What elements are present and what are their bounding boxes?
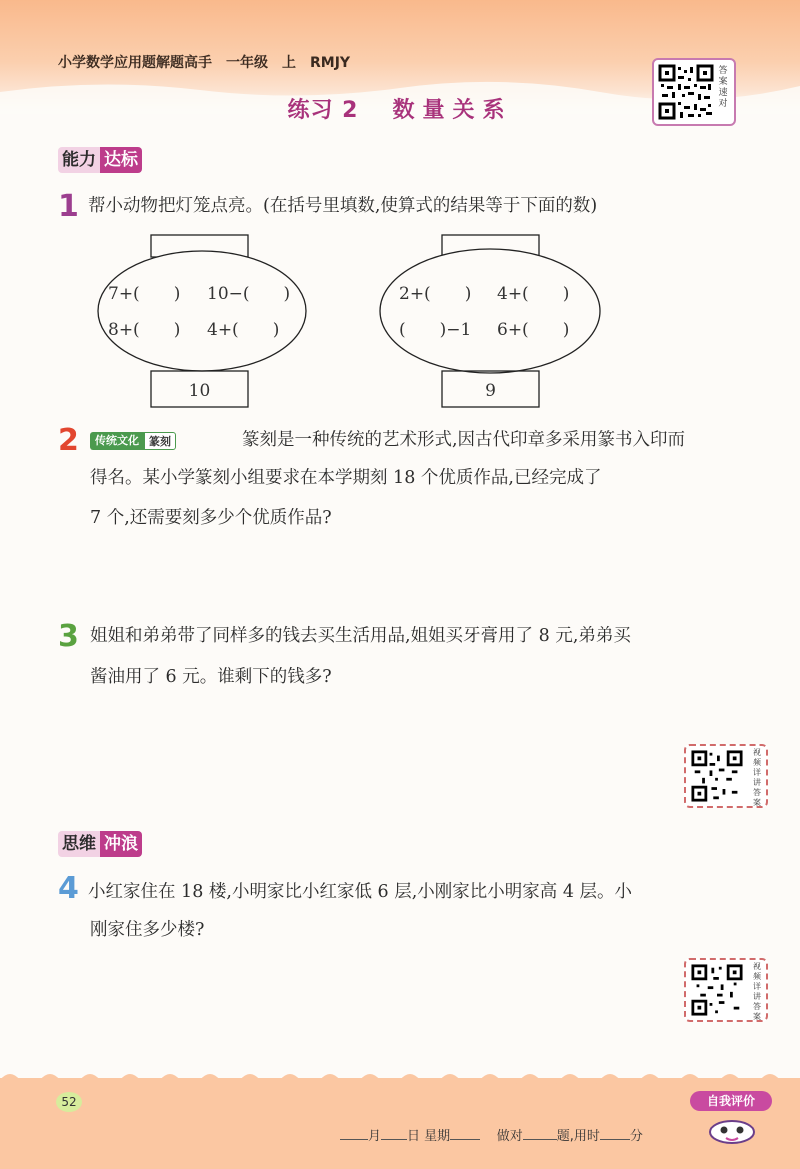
minutes-label: 分 — [629, 1129, 643, 1144]
qr-label-char: 频 — [753, 758, 761, 767]
exercise-topic: 数量关系 — [392, 98, 513, 123]
time-blank[interactable] — [600, 1125, 630, 1140]
qr-label-char: 讲 — [753, 992, 761, 1001]
question-4-line-2: 刚家住多少楼? — [90, 920, 205, 940]
correct-blank[interactable] — [523, 1125, 557, 1140]
question-2-line-3: 7 个,还需要刻多少个优质作品? — [90, 508, 332, 528]
day-label: 日 — [407, 1129, 421, 1144]
footer-wave — [0, 1064, 800, 1094]
qr-label-char: 速 — [718, 88, 728, 98]
qr-label-char: 案 — [753, 1012, 761, 1021]
page-number: 52 — [56, 1092, 82, 1112]
question-2-line-2: 得名。某小学篆刻小组要求在本学期刻 18 个优质作品,已经完成了 — [90, 468, 602, 488]
qr-label-char: 讲 — [753, 778, 761, 787]
month-label: 月 — [368, 1129, 382, 1144]
lantern-1-expr-4: 4+( ) — [207, 320, 280, 340]
lantern-2-expr-3: ( )−1 — [399, 320, 472, 340]
qr-answer-card[interactable] — [652, 58, 736, 126]
qr-label-char: 案 — [718, 77, 728, 87]
lantern-2-target: 9 — [485, 381, 496, 401]
lantern-1-expr-3: 8+( ) — [108, 320, 181, 340]
lantern-2-expr-2: 4+( ) — [497, 284, 570, 304]
question-3-line-1: 姐姐和弟弟带了同样多的钱去买生活用品,姐姐买牙膏用了 8 元,弟弟买 — [90, 626, 631, 646]
qr-label-char: 视 — [753, 748, 761, 757]
qr-label-char: 详 — [753, 982, 761, 991]
culture-tag-left: 传统文化 — [90, 432, 144, 450]
question-3-line-2: 酱油用了 6 元。谁剩下的钱多? — [90, 667, 332, 687]
day-blank[interactable] — [381, 1125, 407, 1140]
mascot-icon — [706, 1114, 758, 1144]
qr-label-char: 答 — [753, 1002, 761, 1011]
section-label-a: 能力 — [58, 147, 100, 173]
section-label-b: 冲浪 — [100, 831, 142, 857]
qr-label-char: 视 — [753, 962, 761, 971]
week-label: 星期 — [424, 1129, 451, 1144]
question-number-2: 2 — [58, 423, 79, 458]
qr-label-char: 答 — [753, 788, 761, 797]
qr-video-card-2[interactable] — [684, 958, 768, 1022]
qr-video-card-1[interactable] — [684, 744, 768, 808]
qr-label-char: 对 — [718, 99, 728, 109]
section-label-b: 达标 — [100, 147, 142, 173]
question-4-line-1: 小红家住在 18 楼,小明家比小红家低 6 层,小刚家比小明家高 4 层。小 — [88, 882, 633, 902]
lantern-1-body — [98, 251, 306, 371]
qr-code-icon — [691, 964, 743, 1016]
lantern-1-expr-1: 7+( ) — [108, 284, 181, 304]
qr-label-char: 详 — [753, 768, 761, 777]
section-ability — [58, 147, 142, 173]
book-title: 小学数学应用题解题高手 一年级 上 RMJY — [58, 55, 351, 71]
lantern-2-expr-1: 2+( ) — [399, 284, 472, 304]
week-blank[interactable] — [450, 1125, 480, 1140]
lantern-1-expr-2: 10−( ) — [207, 284, 291, 304]
question-2-line-1: 篆刻是一种传统的艺术形式,因古代印章多采用篆书入印而 — [242, 430, 686, 450]
self-eval-label: 自我评价 — [690, 1091, 772, 1111]
lantern-2-body — [380, 249, 600, 373]
qr-label-char: 案 — [753, 798, 761, 807]
lantern-1-target: 10 — [188, 381, 211, 401]
exercise-number: 练习 2 — [287, 98, 359, 123]
qr-label-char: 答 — [718, 66, 728, 76]
correct-label: 做对 — [496, 1129, 523, 1144]
footer-date-line — [340, 1125, 643, 1144]
qr-code-icon — [658, 64, 714, 120]
question-number-3: 3 — [58, 619, 79, 654]
question-number-1: 1 — [58, 189, 79, 224]
section-label-a: 思维 — [58, 831, 100, 857]
qr-code-icon — [691, 750, 743, 802]
question-1-text: 帮小动物把灯笼点亮。(在括号里填数,使算式的结果等于下面的数) — [88, 196, 598, 216]
qr-label-char: 频 — [753, 972, 761, 981]
month-blank[interactable] — [340, 1125, 368, 1140]
culture-tag-right: 篆刻 — [144, 432, 176, 450]
section-thinking — [58, 831, 142, 857]
question-number-4: 4 — [58, 871, 79, 906]
questions-time-label: 题,用时 — [556, 1129, 600, 1144]
culture-tag — [90, 432, 176, 450]
lantern-2-expr-4: 6+( ) — [497, 320, 570, 340]
